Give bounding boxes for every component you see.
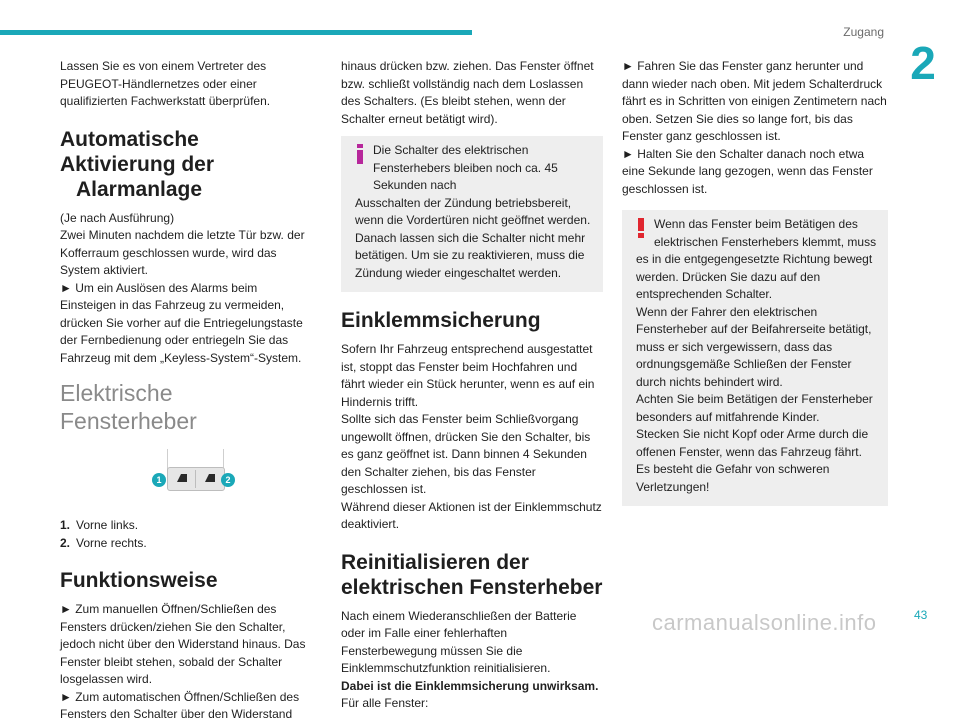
window-switch-left-icon xyxy=(175,472,189,484)
chapter-number: 2 xyxy=(910,37,936,89)
info-box-first: Die Schalter des elektrischen Fensterhebers bleiben noch ca. 45 Sekunden nach xyxy=(373,143,558,192)
header-accent-bar xyxy=(0,30,472,35)
pinch-text: Sofern Ihr Fahrzeug entsprechend ausgestattet ist, stoppt das Fenster beim Hochfahren und fährt wieder ein Stück herunter, wenn es auf ein Hindernis trifft. Sollte sich das Fenster beim Schließvorgang ungewollt öffnen, drücken Sie den Schalter, bis es ganz geöffnet ist. Dann binnen 4 Sekunden den Schalter ziehen, bis das Fenster geschlossen ist. Während dieser Aktionen ist der Einklemmschutz deaktiviert. xyxy=(341,342,602,531)
badge-2: 2 xyxy=(221,473,235,487)
switch-panel xyxy=(167,467,225,491)
pinch-heading: Einklemmsicherung xyxy=(341,309,541,332)
continuation-text: hinaus drücken bzw. ziehen. Das Fenster öffnet bzw. schließt vollständig nach dem Loslassen des Schalters. (Es bleibt stehen, wenn der Schalter erneut betätigt wird). xyxy=(341,59,594,126)
warning-box xyxy=(622,210,888,506)
reinit-end: Für alle Fenster: xyxy=(341,696,429,710)
list-text: Vorne rechts. xyxy=(76,535,147,550)
warning-icon xyxy=(636,218,646,238)
alarm-heading-line1: Automatische Aktivierung der xyxy=(60,127,215,176)
list-item xyxy=(60,517,315,535)
column-right xyxy=(622,58,888,506)
function-heading: Funktionsweise xyxy=(60,569,218,592)
switch-divider xyxy=(195,470,196,488)
window-switch-figure xyxy=(60,449,315,511)
badge-1: 1 xyxy=(152,473,166,487)
reinit-heading-line2: elektrischen Fensterheber xyxy=(341,575,603,599)
steps-text: ► Fahren Sie das Fenster ganz herunter und dann wieder nach oben. Mit jedem Schalterdruck fährt es in Schritten von einigen Zentimetern nach oben. Setzen Sie dies so lange fort, bis das Fenster ganz geschlossen ist. ► Halten Sie den Schalter danach noch etwa eine Sekunde lang gezogen, wenn das Fenster geschlossen ist. xyxy=(622,59,887,196)
info-box xyxy=(341,136,603,292)
intro-paragraph: Lassen Sie es von einem Vertreter des PEUGEOT-Händlernetzes oder einer qualifizierten Fachwerkstatt überprüfen. xyxy=(60,59,271,108)
info-box-rest: Ausschalten der Zündung betriebsbereit, wenn die Vordertüren nicht geöffnet werden. Danach lassen sich die Schalter nicht mehr betätigen. Um sie zu reaktivieren, muss die Zündung wieder eingeschaltet werden. xyxy=(355,195,591,280)
alarm-text: (Je nach Ausführung) Zwei Minuten nachdem die letzte Tür bzw. der Kofferraum geschlossen wurde, wird das System aktiviert. ► Um ein Auslösen des Alarms beim Einsteigen in das Fahrzeug zu vermeiden, drücken Sie vorher auf die Entriegelungstaste der Fernbedienung oder entriegeln Sie das Fahrzeug mit dem „Keyless-System“-System. xyxy=(60,210,305,365)
list-text: Vorne links. xyxy=(76,518,139,532)
reinit-bold: Dabei ist die Einklemmsicherung unwirksam. xyxy=(341,678,599,693)
column-left xyxy=(60,58,315,724)
reinit-heading-line1: Reinitialisieren der xyxy=(341,550,529,574)
alarm-heading-line2: Alarmanlage xyxy=(76,177,203,201)
section-title: Zugang xyxy=(843,25,884,39)
list-number: 2. xyxy=(60,535,71,550)
reinit-heading xyxy=(341,550,603,600)
function-text: ► Zum manuellen Öffnen/Schließen des Fensters drücken/ziehen Sie den Schalter, jedoch nicht über den Widerstand hinaus. Das Fenster bleibt stehen, sobald der Schalter losgelassen wird. ► Zum automatischen Öffnen/Schließen des Fensters den Schalter über den Widerstand xyxy=(60,602,306,721)
warning-box-rest: es in die entgegengesetzte Richtung bewegt werden. Drücken Sie dazu auf den entsprechenden Schalter. Wenn der Fahrer den elektrischen Fensterheber auf der Beifahrerseite betätigt, muss er sich vergewissern, dass das ordnungsgemäße Schließen der Fenster durch nichts behindert wird. Achten Sie beim Betätigen der Fensterheber besonders auf mitfahrende Kinder. Stecken Sie nicht Kopf oder Arme durch die offenen Fenster, wenn das Fahrzeug fährt. Es besteht die Gefahr von schweren Verletzungen! xyxy=(636,252,873,494)
page-number: 43 xyxy=(914,608,928,622)
info-icon xyxy=(355,144,365,164)
alarm-heading xyxy=(60,127,315,202)
reinit-text: Nach einem Wiederanschließen der Batterie oder im Falle einer fehlerhaften Fensterbewegung müssen Sie die Einklemmschutzfunktion reinitialisieren. xyxy=(341,608,577,675)
watermark: carmanualsonline.info xyxy=(652,610,877,635)
column-middle xyxy=(341,58,603,713)
list-item xyxy=(60,535,315,553)
window-switch-right-icon xyxy=(203,472,217,484)
list-number: 1. xyxy=(60,518,71,532)
warning-box-first: Wenn das Fenster beim Betätigen des elektrischen Fensterhebers klemmt, muss xyxy=(654,217,877,249)
windows-title: Elektrische Fensterheber xyxy=(60,380,197,434)
